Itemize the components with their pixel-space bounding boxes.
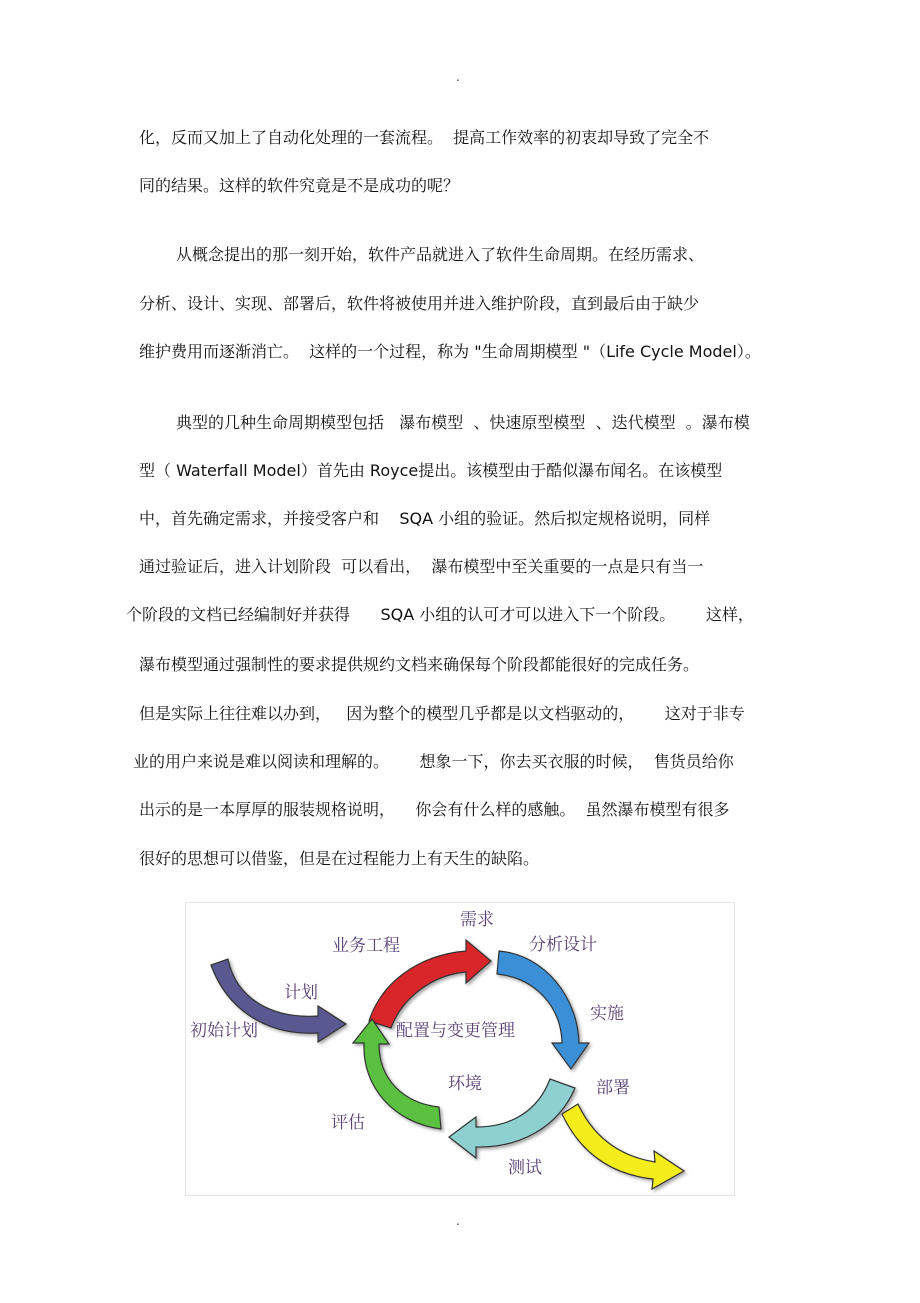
text-line: 典型的几种生命周期模型包括 瀑布模型 、快速原型模型 、迭代模型 。瀑布模	[176, 413, 750, 432]
text-line: 中，首先确定需求，并接受客户和 SQA 小组的验证。然后拟定规格说明，同样	[139, 509, 711, 528]
lifecycle-diagram-svg	[186, 903, 734, 1195]
label-initial-plan: 初始计划	[190, 1021, 258, 1041]
text-line: 化，反而又加上了自动化处理的一套流程。 提高工作效率的初衷却导致了完全不	[139, 128, 710, 147]
text-line: 维护费用而逐渐消亡。 这样的一个过程，称为 "生命周期模型 "（Life Cycle Model）。	[139, 342, 761, 361]
text-line: 瀑布模型通过强制性的要求提供规约文档来确保每个阶段都能很好的完成任务。	[139, 655, 700, 674]
header-mark: .	[456, 70, 460, 84]
label-test: 测试	[508, 1158, 542, 1178]
label-business: 业务工程	[332, 936, 400, 956]
label-implementation: 实施	[590, 1004, 624, 1024]
text-line: 分析、设计、实现、部署后，软件将被使用并进入维护阶段，直到最后由于缺少	[139, 294, 700, 313]
label-evaluation: 评估	[331, 1113, 365, 1133]
text-line: 很好的思想可以借鉴，但是在过程能力上有天生的缺陷。	[139, 849, 540, 868]
arrow-deployment-out	[562, 1104, 684, 1189]
label-deployment: 部署	[596, 1078, 630, 1098]
footer-mark: .	[456, 1214, 460, 1228]
text-line: 个阶段的文档已经编制好并获得 SQA 小组的认可才可以进入下一个阶段。 这样，	[126, 605, 754, 624]
text-line: 但是实际上往往难以办到， 因为整个的模型几乎都是以文档驱动的， 这对于非专	[139, 704, 745, 723]
label-analysis: 分析设计	[529, 935, 597, 955]
text-line: 从概念提出的那一刻开始，软件产品就进入了软件生命周期。在经历需求、	[176, 245, 705, 264]
label-center: 配置与变更管理	[396, 1021, 515, 1041]
text-line: 业的用户来说是难以阅读和理解的。 想象一下，你去买衣服的时候， 售货员给你	[133, 752, 734, 771]
text-line: 通过验证后，进入计划阶段 可以看出， 瀑布模型中至关重要的一点是只有当一	[139, 557, 704, 576]
arrow-analysis-implementation	[497, 951, 589, 1069]
label-requirements: 需求	[460, 910, 494, 930]
text-line: 同的结果。这样的软件究竟是不是成功的呢？	[139, 176, 460, 195]
label-environment: 环境	[448, 1074, 482, 1094]
label-plan: 计划	[284, 983, 318, 1003]
text-line: 出示的是一本厚厚的服装规格说明， 你会有什么样的感触。 虽然瀑布模型有很多	[139, 800, 730, 819]
lifecycle-diagram	[185, 902, 735, 1196]
text-line: 型（ Waterfall Model）首先由 Royce提出。该模型由于酷似瀑布闻名。在该模型	[139, 461, 723, 480]
